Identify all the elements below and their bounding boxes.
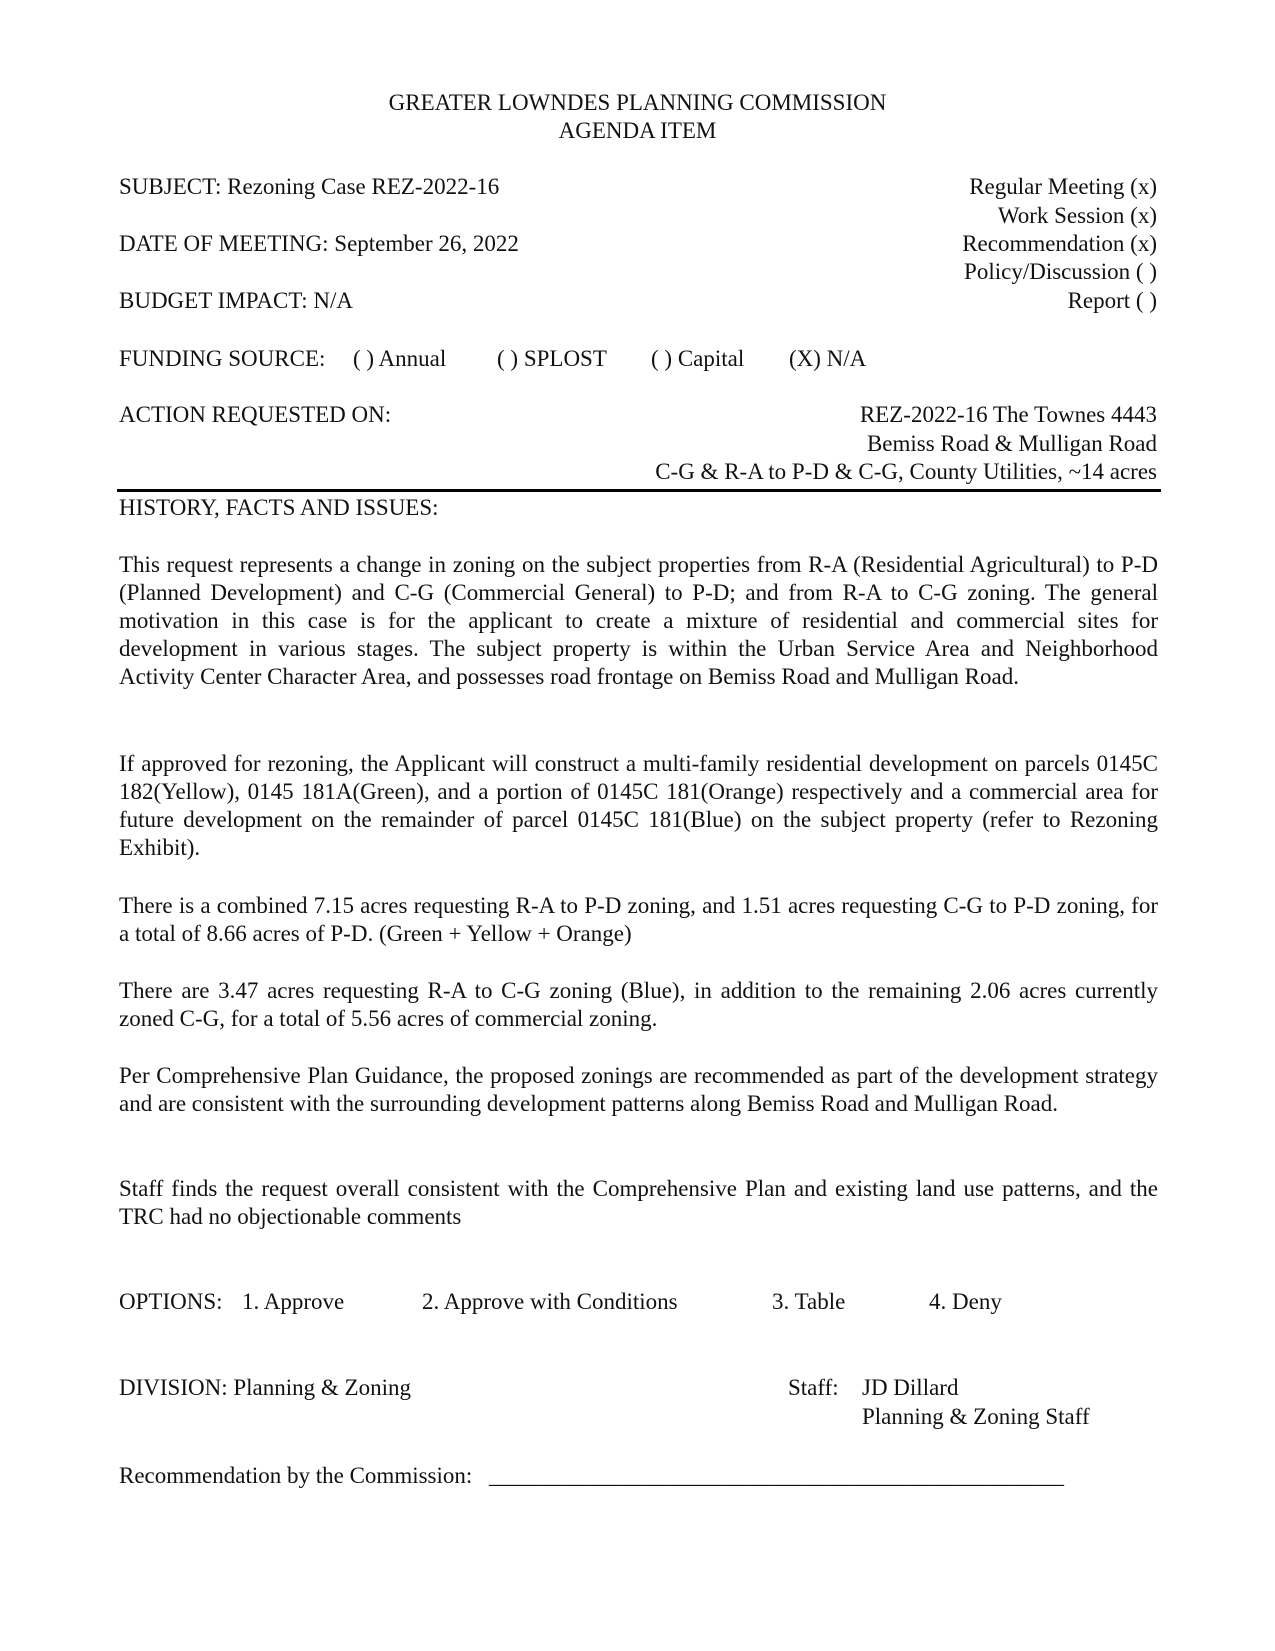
meeting-type-report: Report ( ) (1067, 288, 1157, 313)
action-line-location: Bemiss Road & Mulligan Road (866, 431, 1157, 456)
recommendation-blank-line: __________________________________________________ (489, 1463, 1064, 1488)
funding-annual-option: ( ) Annual (353, 346, 447, 371)
date-of-meeting-field: DATE OF MEETING: September 26, 2022 (119, 231, 519, 256)
option-table: 3. Table (772, 1289, 846, 1314)
option-deny: 4. Deny (929, 1289, 1002, 1314)
commission-title: GREATER LOWNDES PLANNING COMMISSION (388, 90, 887, 115)
paragraph-development-plan: If approved for rezoning, the Applicant will construct a multi-family residential development on parcels 0145C 182(Yellow), 0145 181A(Green), and a portion of 0145C 181(Orange) respectively and a commercial area for future development on the remainder of parcel 0145C 181(Blue) on the subject property (refer to Rezoning Exhibit). (119, 751, 1158, 860)
meeting-type-regular: Regular Meeting (x) (969, 174, 1157, 199)
paragraph-pd-acreage: There is a combined 7.15 acres requesting R-A to P-D zoning, and 1.51 acres requesting C-G to P-D zoning, for a total of 8.66 acres of P-D. (Green + Yellow + Orange) (119, 893, 1158, 946)
paragraph-zoning-change: This request represents a change in zoning on the subject properties from R-A (Residential Agricultural) to P-D (Planned Development) and C-G (Commercial General) to P-D; and from R-A to C-G zoning. The general motivation in this case is for the applicant to create a mixture of residential and commercial sites for development in various stages. The subject property is within the Urban Service Area and Neighborhood Activity Center Character Area, and possesses road frontage on Bemiss Road and Mulligan Road. (119, 552, 1158, 689)
meeting-type-recommendation: Recommendation (x) (962, 231, 1157, 256)
recommendation-label: Recommendation by the Commission: (119, 1463, 473, 1488)
funding-na-option: (X) N/A (789, 346, 867, 371)
option-approve: 1. Approve (242, 1289, 345, 1314)
action-line-zoning: C-G & R-A to P-D & C-G, County Utilities, ~14 acres (655, 459, 1157, 484)
action-requested-label: ACTION REQUESTED ON: (119, 402, 392, 427)
funding-source-label: FUNDING SOURCE: (119, 346, 326, 371)
staff-label: Staff: (788, 1375, 839, 1400)
meeting-type-work-session: Work Session (x) (997, 203, 1157, 228)
paragraph-staff-findings: Staff finds the request overall consistent with the Comprehensive Plan and existing land use patterns, and the TRC had no objectionable comments (119, 1176, 1158, 1229)
paragraph-comprehensive-plan: Per Comprehensive Plan Guidance, the proposed zonings are recommended as part of the development strategy and are consistent with the surrounding development patterns along Bemiss Road and Mulligan Road. (119, 1063, 1158, 1116)
budget-impact-field: BUDGET IMPACT: N/A (119, 288, 353, 313)
agenda-item-heading: AGENDA ITEM (558, 118, 717, 143)
section-divider (117, 489, 1161, 492)
staff-name: JD Dillard (862, 1375, 959, 1400)
staff-title: Planning & Zoning Staff (862, 1404, 1090, 1429)
funding-splost-option: ( ) SPLOST (497, 346, 607, 371)
meeting-type-policy-discussion: Policy/Discussion ( ) (964, 259, 1157, 284)
funding-capital-option: ( ) Capital (651, 346, 745, 371)
subject-field: SUBJECT: Rezoning Case REZ-2022-16 (119, 174, 500, 199)
option-approve-with-conditions: 2. Approve with Conditions (422, 1289, 678, 1314)
division-field: DIVISION: Planning & Zoning (119, 1375, 411, 1400)
paragraph-cg-acreage: There are 3.47 acres requesting R-A to C-G zoning (Blue), in addition to the remaining 2.06 acres currently zoned C-G, for a total of 5.56 acres of commercial zoning. (119, 978, 1158, 1031)
options-label: OPTIONS: (119, 1289, 223, 1314)
section-heading: HISTORY, FACTS AND ISSUES: (119, 495, 439, 520)
action-line-case: REZ-2022-16 The Townes 4443 (859, 402, 1157, 427)
